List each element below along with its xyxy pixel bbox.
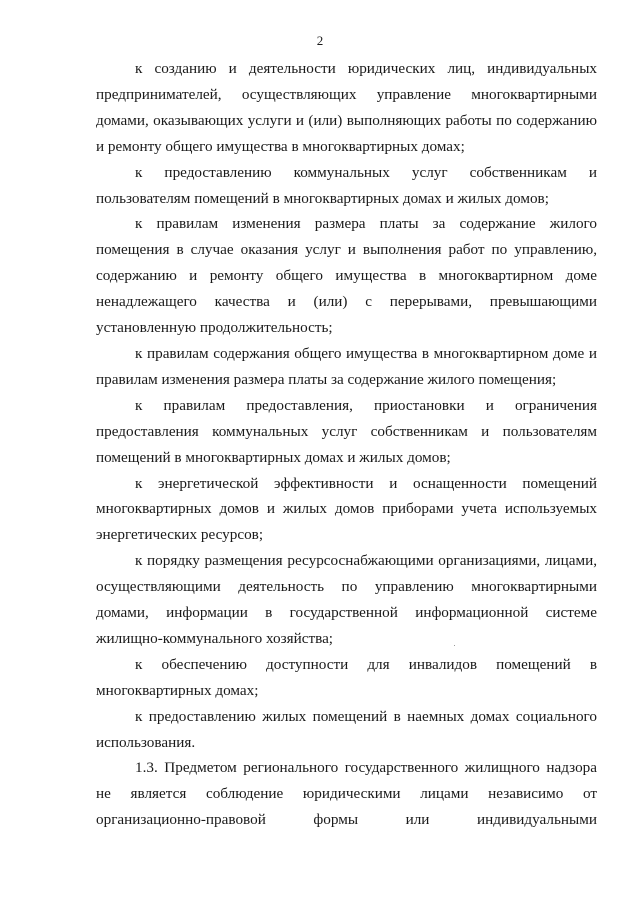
- paragraph-section-1-3: 1.3. Предметом регионального государственного жилищного надзора не является соблюдение юридическими лицами независимо от организационно-правовой формы или индивидуальными: [96, 759, 597, 829]
- paragraph-gis-housing: к порядку размещения ресурсоснабжающими организациями, лицами, осуществляющими деятельность по управлению многоквартирными домами, информации в государственной информационной системе жилищно-коммунального хозяйства;: [96, 552, 597, 647]
- paragraph-fee-change-rules: к правилам изменения размера платы за содержание жилого помещения в случае оказания услуг и выполнения работ по управлению, содержанию и ремонту общего имущества в многоквартирном доме ненадлежащего качества и (или) с перерывами, превышающими установленную продолжительность;: [96, 215, 597, 337]
- paragraph-legal-entities: к созданию и деятельности юридических лиц, индивидуальных предпринимателей, осуществляющих управление многоквартирными домами, оказывающих услуги и (или) выполняющих работы по содержанию и ремонту общего имущества в многоквартирных домах;: [96, 60, 597, 155]
- document-body: [96, 56, 597, 833]
- paragraph-common-property: к правилам содержания общего имущества в многоквартирном доме и правилам изменения размера платы за содержание жилого помещения;: [96, 344, 597, 388]
- paragraph-social-housing: к предоставлению жилых помещений в наемных домах социального использования.: [96, 707, 597, 751]
- paragraph-service-suspension: к правилам предоставления, приостановки и ограничения предоставления коммунальных услуг собственникам и пользователям помещений в многоквартирных домах и жилых домов;: [96, 396, 597, 466]
- paragraph-accessibility: к обеспечению доступности для инвалидов помещений в многоквартирных домах;: [96, 655, 597, 699]
- scan-speck: [454, 645, 455, 646]
- paragraph-utility-services: к предоставлению коммунальных услуг собственникам и пользователям помещений в многоквартирных домах и жилых домов;: [96, 163, 597, 207]
- page-number: 2: [316, 33, 324, 48]
- paragraph-energy-efficiency: к энергетической эффективности и оснащенности помещений многоквартирных домов и жилых домов приборами учета используемых энергетических ресурсов;: [96, 474, 597, 544]
